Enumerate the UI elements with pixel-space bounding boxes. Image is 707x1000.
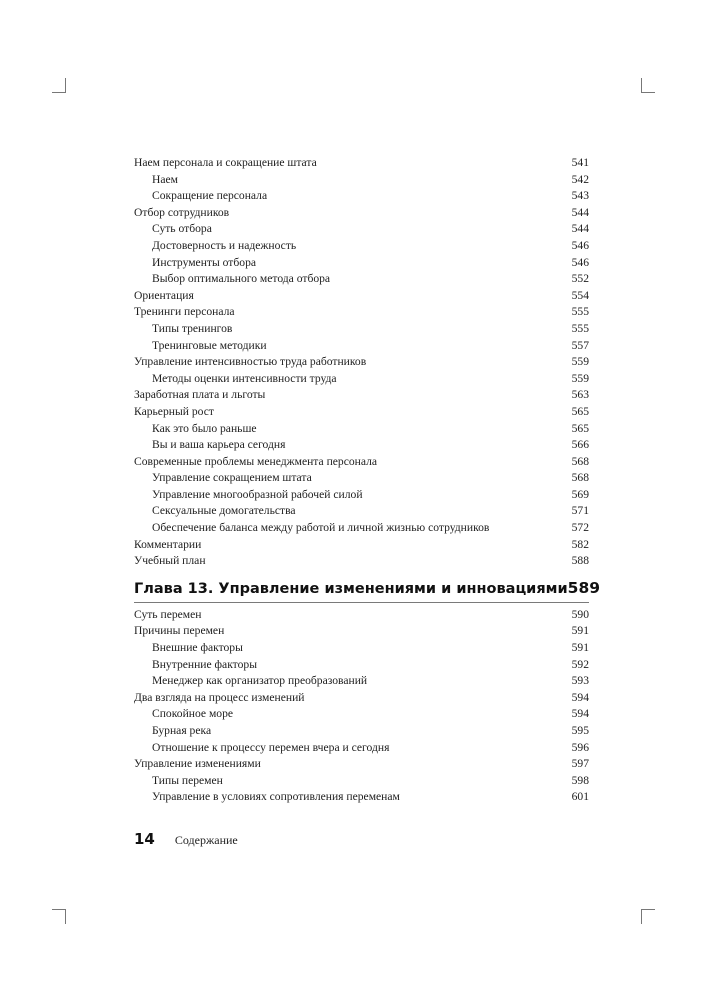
toc-section-after — [134, 607, 589, 806]
toc-entry-label: Спокойное море — [152, 707, 234, 721]
toc-entry-page-number: 546 — [571, 238, 589, 252]
toc-entry-label: Внешние факторы — [152, 641, 243, 655]
toc-entry-label: Вы и ваша карьера сегодня — [152, 438, 286, 452]
toc-entry-page-number: 569 — [571, 487, 589, 501]
toc-entry-label: Два взгляда на процесс изменений — [134, 690, 305, 704]
toc-entry-label: Суть отбора — [152, 222, 212, 236]
toc-entry-label: Отбор сотрудников — [134, 205, 230, 219]
toc-entry-page-number: 568 — [571, 471, 589, 485]
toc-entry-label: Типы перемен — [152, 773, 223, 787]
toc-entry-label: Управление в условиях сопротивления переменам — [152, 790, 400, 804]
toc-entry[interactable] — [134, 623, 589, 640]
toc-entry-label: Сокращение персонала — [152, 189, 268, 203]
toc-entry[interactable] — [134, 205, 589, 222]
crop-mark-bottom-right — [642, 909, 655, 910]
toc-entry[interactable] — [134, 221, 589, 238]
crop-mark-bottom-right-vertical — [641, 909, 642, 924]
toc-entry[interactable] — [134, 553, 589, 570]
toc-entry-page-number: 598 — [571, 773, 589, 787]
toc-entry-label: Причины перемен — [134, 624, 225, 638]
toc-entry-label: Наем — [152, 172, 179, 186]
toc-entry-label: Комментарии — [134, 537, 202, 551]
toc-entry[interactable] — [134, 503, 589, 520]
toc-entry[interactable] — [134, 404, 589, 421]
toc-entry-page-number: 594 — [571, 707, 589, 721]
toc-entry[interactable] — [134, 304, 589, 321]
toc-entry-page-number: 543 — [571, 189, 589, 203]
toc-entry-label: Карьерный рост — [134, 404, 214, 418]
chapter-heading[interactable] — [134, 576, 601, 603]
toc-entry-page-number: 591 — [571, 641, 589, 655]
toc-entry[interactable] — [134, 690, 589, 707]
toc-entry-label: Инструменты отбора — [152, 255, 257, 269]
toc-entry[interactable] — [134, 520, 589, 537]
toc-entry[interactable] — [134, 756, 589, 773]
toc-entry[interactable] — [134, 321, 589, 338]
toc-entry-page-number: 582 — [571, 537, 589, 551]
toc-entry-page-number: 596 — [571, 740, 589, 754]
toc-entry-page-number: 555 — [571, 321, 589, 335]
toc-entry[interactable] — [134, 487, 589, 504]
toc-entry-page-number: 566 — [571, 438, 589, 452]
toc-entry[interactable] — [134, 255, 589, 272]
toc-entry-label: Тренинги персонала — [134, 305, 235, 319]
toc-entry-label: Современные проблемы менеджмента персонала — [134, 454, 378, 468]
toc-entry-page-number: 565 — [571, 421, 589, 435]
toc-entry-label: Бурная река — [152, 724, 212, 737]
toc-entry-label: Как это было раньше — [152, 421, 257, 435]
toc-entry-page-number: 595 — [571, 724, 589, 737]
toc-entry-label: Сексуальные домогательства — [152, 504, 296, 518]
toc-entry-label: Обеспечение баланса между работой и личной жизнью сотрудников — [152, 521, 490, 535]
toc-entry-page-number: 563 — [571, 388, 589, 402]
toc-entry-page-number: 601 — [571, 790, 589, 804]
toc-entry-label: Выбор оптимального метода отбора — [152, 272, 331, 286]
toc-entry-label: Управление интенсивностью труда работников — [134, 355, 367, 369]
toc-entry-label: Ориентация — [134, 288, 194, 302]
toc-entry-page-number: 554 — [571, 288, 589, 302]
crop-mark-bottom-left-vertical — [65, 909, 66, 924]
toc-entry-label: Тренинговые методики — [152, 338, 267, 352]
toc-entry-label: Внутренние факторы — [152, 657, 257, 671]
toc-entry[interactable] — [134, 673, 589, 690]
toc-entry-label: Управление изменениями — [134, 757, 261, 771]
crop-mark-top-right-vertical — [641, 78, 642, 93]
table-of-contents — [134, 155, 601, 806]
toc-entry[interactable] — [134, 706, 589, 723]
toc-entry-label: Отношение к процессу перемен вчера и сегодня — [152, 740, 390, 754]
toc-entry-page-number: 546 — [571, 255, 589, 269]
toc-entry-label: Типы тренингов — [152, 321, 233, 335]
toc-entry[interactable] — [134, 454, 589, 471]
toc-entry-page-number: 557 — [571, 338, 589, 352]
toc-entry[interactable] — [134, 238, 589, 255]
toc-entry-page-number: 544 — [571, 205, 589, 219]
toc-entry-page-number: 542 — [571, 172, 589, 186]
crop-mark-top-left — [52, 92, 65, 93]
toc-entry[interactable] — [134, 155, 589, 172]
toc-entry-page-number: 593 — [571, 674, 589, 688]
toc-entry-label: Методы оценки интенсивности труда — [152, 371, 337, 385]
toc-entry[interactable] — [134, 657, 589, 674]
toc-entry-page-number: 588 — [571, 554, 589, 568]
toc-entry-label: Менеджер как организатор преобразований — [152, 674, 368, 688]
toc-entry[interactable] — [134, 387, 589, 404]
toc-entry-page-number: 592 — [571, 657, 589, 671]
toc-entry[interactable] — [134, 354, 589, 371]
toc-entry-label: Управление многообразной рабочей силой — [152, 487, 363, 501]
toc-entry[interactable] — [134, 172, 589, 189]
toc-entry-page-number: 541 — [571, 156, 589, 169]
chapter-page-number: 589 — [567, 578, 601, 597]
toc-entry-page-number: 591 — [571, 624, 589, 638]
crop-mark-top-left-vertical — [65, 78, 66, 93]
toc-entry-page-number: 555 — [571, 305, 589, 319]
toc-entry[interactable] — [134, 421, 589, 438]
toc-entry-page-number: 594 — [571, 690, 589, 704]
toc-entry[interactable] — [134, 188, 589, 205]
toc-entry-label: Достоверность и надежность — [152, 238, 297, 252]
toc-entry[interactable] — [134, 371, 589, 388]
toc-section-before — [134, 155, 589, 570]
toc-entry[interactable] — [134, 773, 589, 790]
toc-entry-page-number: 552 — [571, 272, 589, 286]
toc-entry-label: Учебный план — [134, 554, 206, 568]
toc-entry[interactable] — [134, 640, 589, 657]
toc-entry[interactable] — [134, 537, 589, 554]
chapter-title: Глава 13. Управление изменениями и инновациями — [134, 580, 568, 597]
toc-entry[interactable] — [134, 271, 589, 288]
toc-entry[interactable] — [134, 437, 589, 454]
toc-entry-page-number: 544 — [571, 222, 589, 236]
toc-entry-page-number: 572 — [571, 521, 589, 535]
toc-entry[interactable] — [134, 338, 589, 355]
toc-entry[interactable] — [134, 470, 589, 487]
toc-entry-label: Суть перемен — [134, 607, 202, 621]
page-number: 14 — [134, 830, 155, 848]
page-footer — [134, 830, 238, 848]
toc-entry[interactable] — [134, 723, 589, 740]
toc-entry-page-number: 597 — [571, 757, 589, 771]
toc-entry-page-number: 590 — [571, 607, 589, 621]
toc-entry-page-number: 568 — [571, 454, 589, 468]
toc-entry-label: Наем персонала и сокращение штата — [134, 156, 317, 169]
toc-entry-page-number: 571 — [571, 504, 589, 518]
toc-entry[interactable] — [134, 607, 589, 624]
crop-mark-bottom-left — [52, 909, 65, 910]
toc-entry-label: Заработная плата и льготы — [134, 388, 266, 402]
running-title: Содержание — [174, 833, 238, 847]
toc-entry[interactable] — [134, 288, 589, 305]
toc-entry-label: Управление сокращением штата — [152, 471, 312, 485]
crop-mark-top-right — [642, 92, 655, 93]
toc-entry-page-number: 565 — [571, 404, 589, 418]
toc-entry-page-number: 559 — [571, 371, 589, 385]
toc-entry-page-number: 559 — [571, 355, 589, 369]
toc-entry[interactable] — [134, 740, 589, 757]
toc-entry[interactable] — [134, 789, 589, 806]
